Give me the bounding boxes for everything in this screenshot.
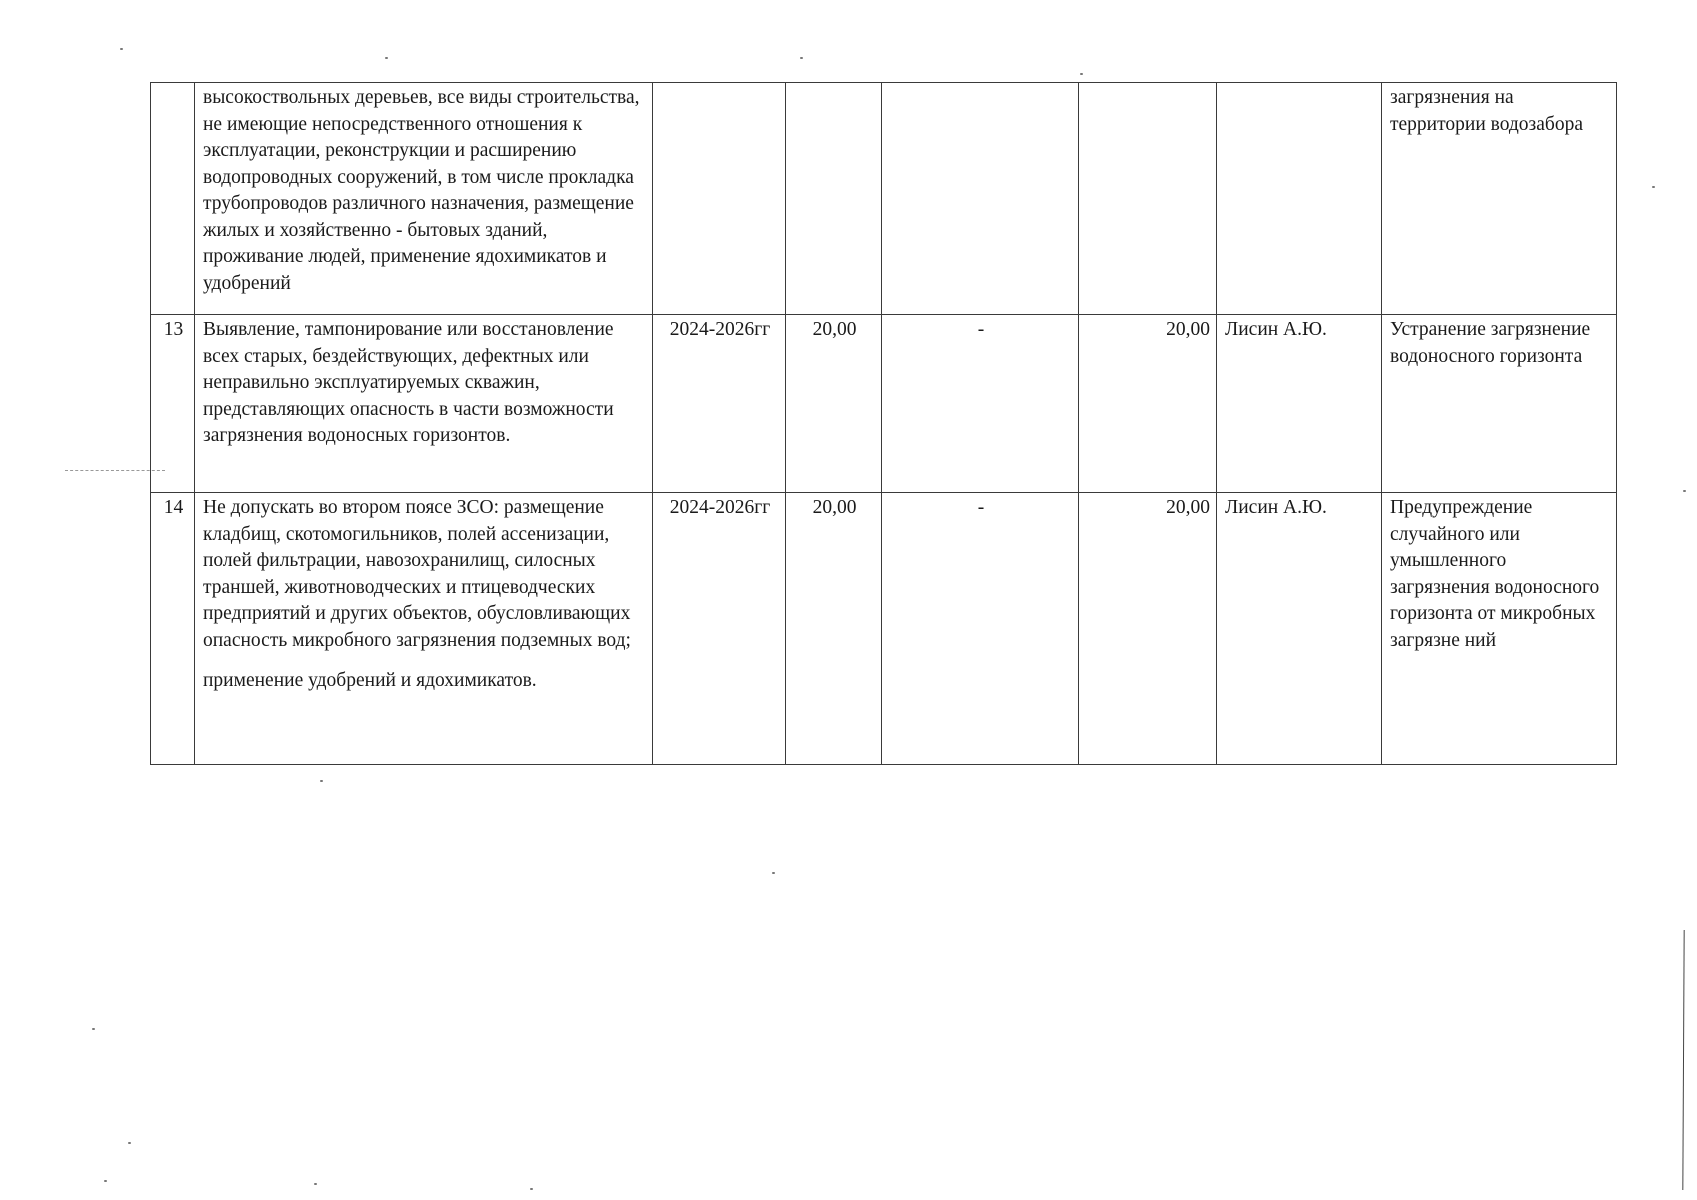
period-cell: 2024-2026гг bbox=[653, 493, 786, 765]
responsible-cell bbox=[1217, 83, 1382, 315]
measures-table bbox=[150, 82, 1617, 765]
measure-description bbox=[195, 83, 653, 315]
scan-speck bbox=[385, 57, 388, 59]
total-cell bbox=[786, 83, 882, 315]
scan-speck bbox=[1652, 186, 1655, 188]
scan-speck bbox=[320, 780, 323, 782]
row-number bbox=[151, 83, 195, 315]
table-row bbox=[151, 83, 1617, 315]
scan-speck bbox=[772, 872, 775, 874]
row-number: 14 bbox=[151, 493, 195, 765]
description-text: применение удобрений и ядохимикатов. bbox=[203, 670, 537, 691]
amount-cell: - bbox=[882, 315, 1079, 493]
scan-artifact bbox=[65, 470, 165, 471]
result-cell: загрязнения на территории водозабора bbox=[1382, 83, 1617, 315]
scan-speck bbox=[120, 48, 123, 50]
table-row bbox=[151, 493, 1617, 765]
scan-speck bbox=[128, 1142, 131, 1144]
scan-speck bbox=[92, 1028, 95, 1030]
scan-edge bbox=[1682, 930, 1684, 1190]
result-cell: Предупреждение случайного или умышленного загрязнения водоносного горизонта от микробных загрязне ний bbox=[1382, 493, 1617, 765]
paragraph-gap bbox=[203, 654, 646, 668]
amount-cell bbox=[882, 83, 1079, 315]
total-cell: 20,00 bbox=[786, 315, 882, 493]
scan-speck bbox=[530, 1188, 533, 1190]
period-cell: 2024-2026гг bbox=[653, 315, 786, 493]
scan-speck bbox=[104, 1180, 107, 1182]
amount-cell: - bbox=[882, 493, 1079, 765]
scan-speck bbox=[800, 57, 803, 59]
responsible-cell: Лисин А.Ю. bbox=[1217, 315, 1382, 493]
amount-cell: 20,00 bbox=[1079, 493, 1217, 765]
description-text: Выявление, тампонирование или восстановление всех старых, бездействующих, дефектных или неправильно эксплуатируемых скважин, представляющих опасность в части возможности загрязнения водоносных горизонтов. bbox=[203, 319, 614, 446]
period-cell bbox=[653, 83, 786, 315]
scan-speck bbox=[1080, 73, 1083, 75]
row-number: 13 bbox=[151, 315, 195, 493]
description-text: высокоствольных деревьев, все виды строительства, не имеющие непосредственного отношения к эксплуатации, реконструкции и расширению водопроводных сооружений, в том числе прокладка трубопроводов различного назначения, размещение жилых и хозяйственно - бытовых зданий, проживание людей, применение ядохимикатов и удобрений bbox=[203, 87, 640, 294]
description-text: Не допускать во втором поясе ЗСО: размещение кладбищ, скотомогильников, полей ассенизации, полей фильтрации, навозохранилищ, силосных траншей, животноводческих и птицеводческих предприятий и других объектов, обусловливающих опасность микробного загрязнения подземных вод; bbox=[203, 497, 631, 651]
scan-speck bbox=[1683, 490, 1686, 492]
measure-description bbox=[195, 493, 653, 765]
amount-cell: 20,00 bbox=[1079, 315, 1217, 493]
total-cell: 20,00 bbox=[786, 493, 882, 765]
amount-cell bbox=[1079, 83, 1217, 315]
result-cell: Устранение загрязнение водоносного горизонта bbox=[1382, 315, 1617, 493]
scan-speck bbox=[314, 1183, 317, 1185]
measure-description bbox=[195, 315, 653, 493]
table-row bbox=[151, 315, 1617, 493]
responsible-cell: Лисин А.Ю. bbox=[1217, 493, 1382, 765]
